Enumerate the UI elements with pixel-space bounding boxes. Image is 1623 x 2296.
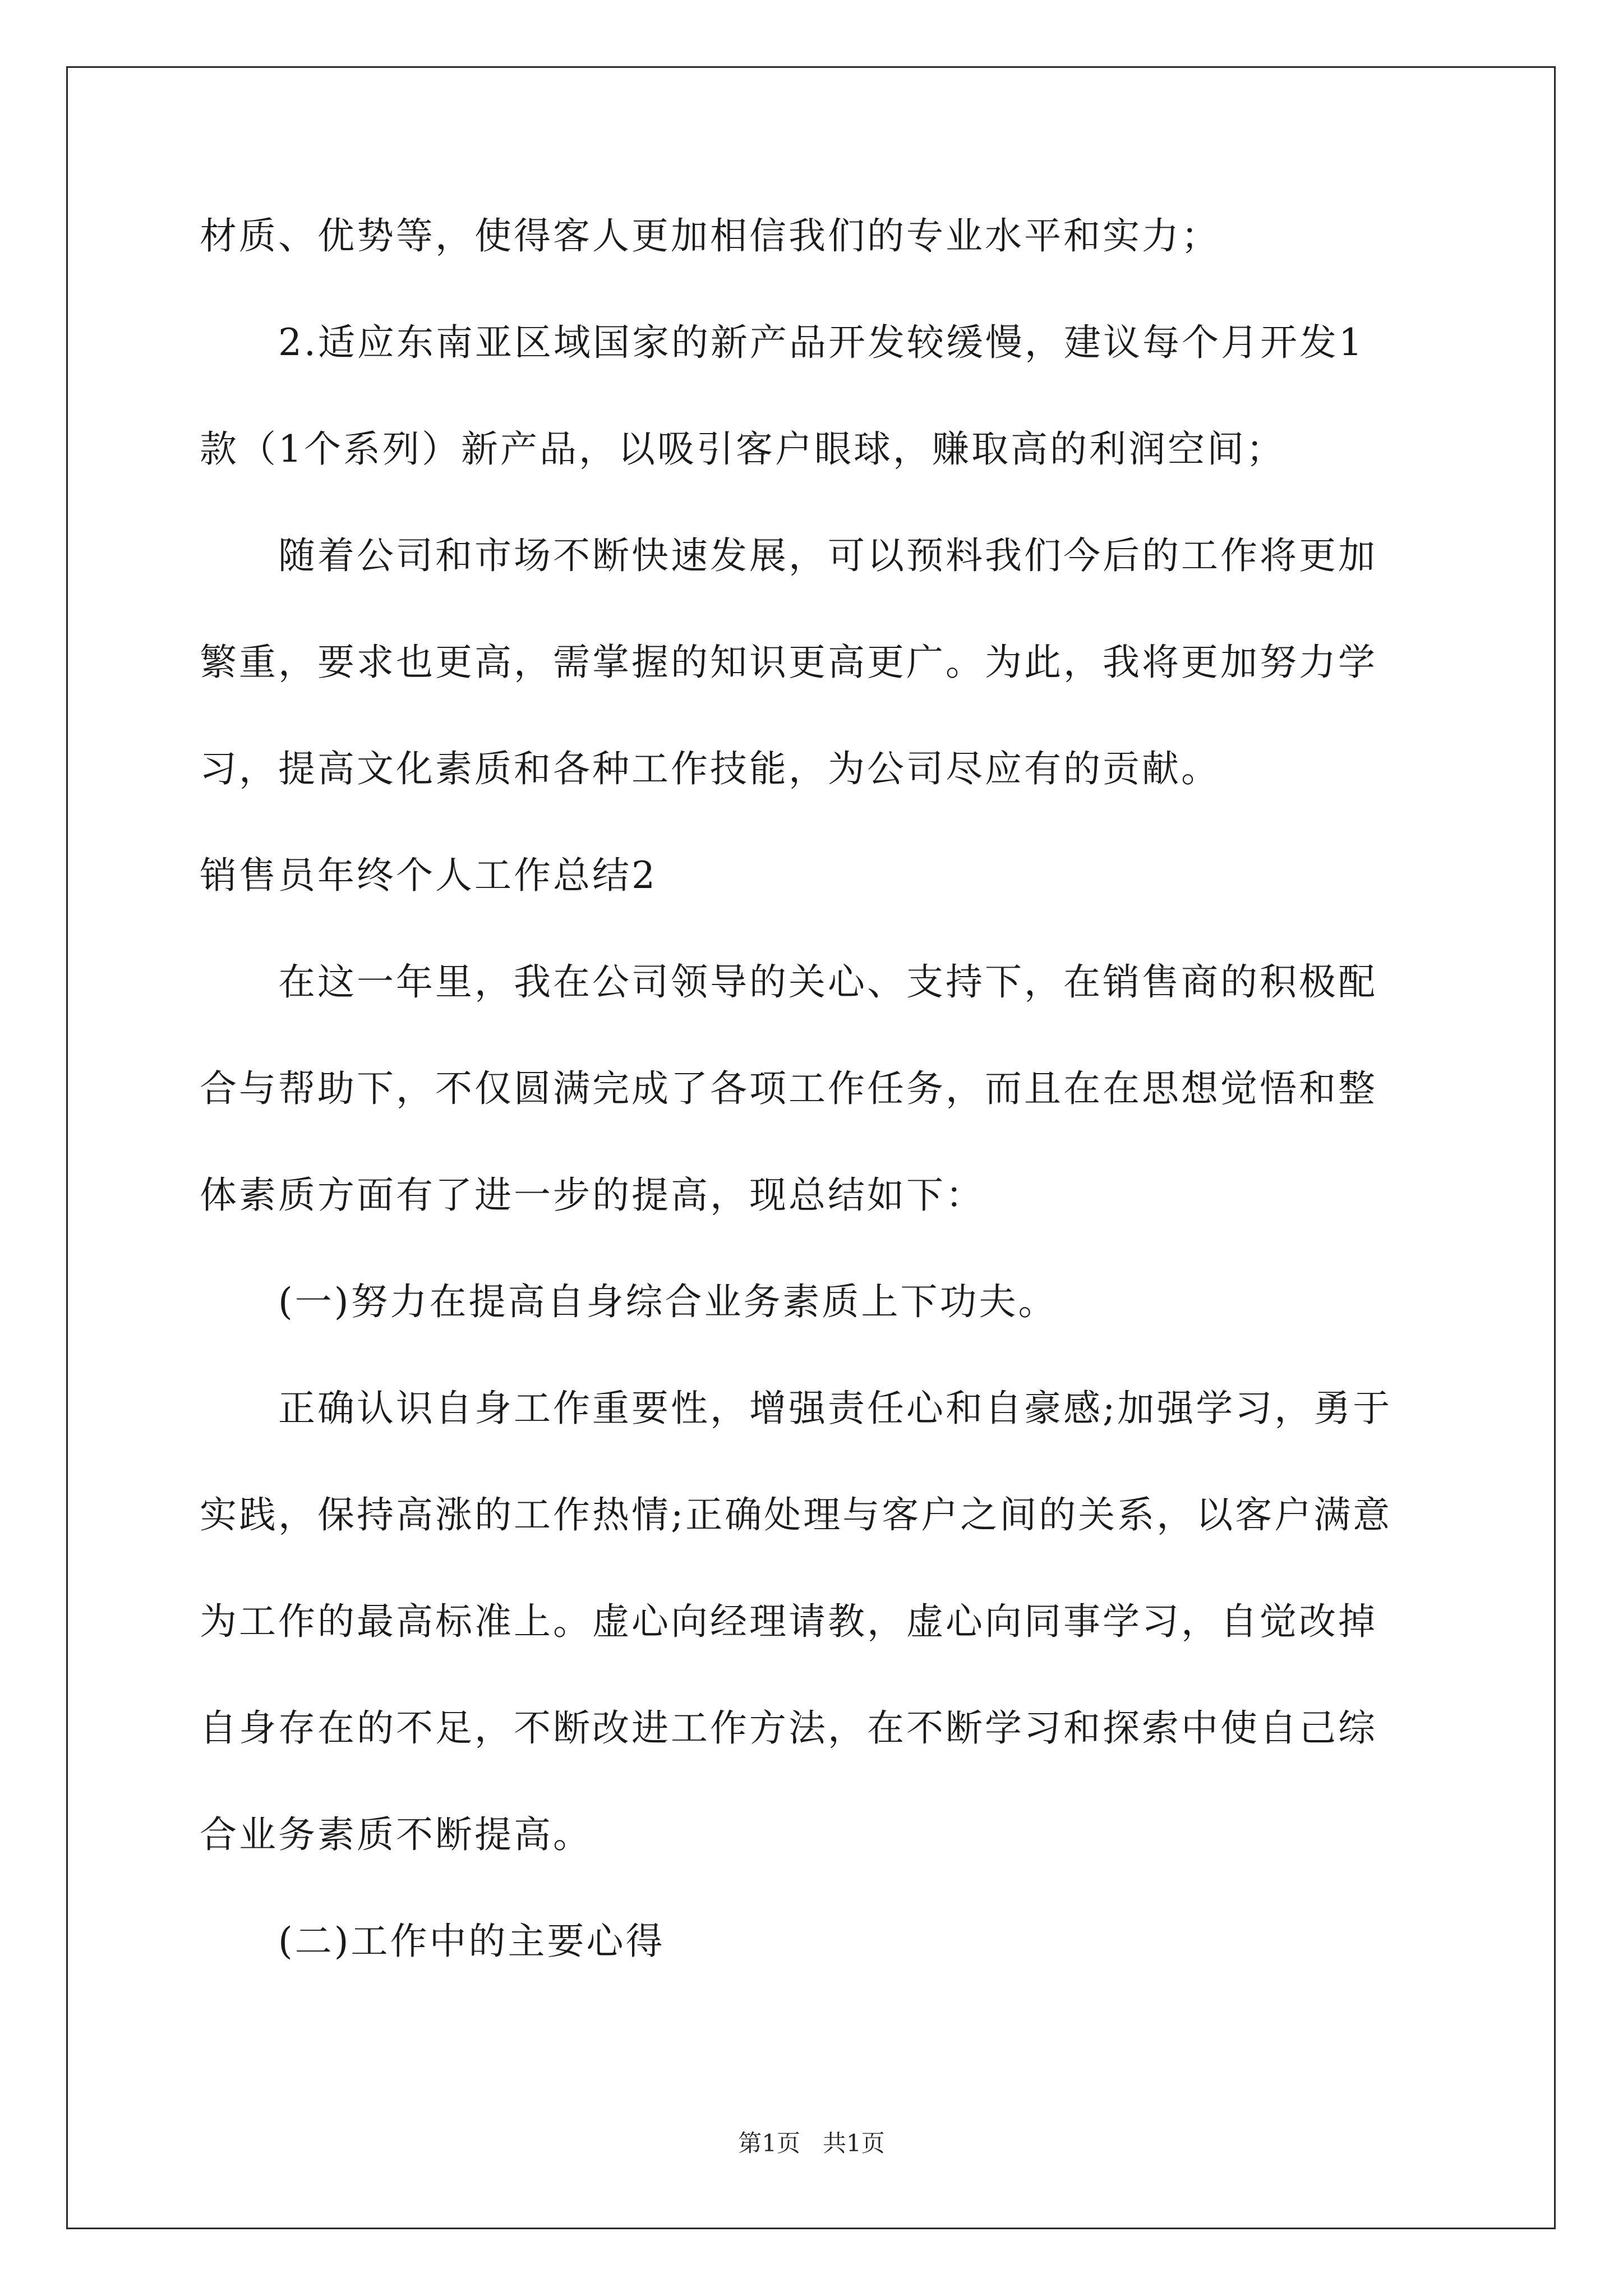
text-line: 实践，保持高涨的工作热情;正确处理与客户之间的关系，以客户满意	[200, 1493, 1393, 1536]
page-footer: 第1页 共1页	[738, 2129, 885, 2157]
text-line: 习，提高文化素质和各种工作技能，为公司尽应有的贡献。	[200, 747, 1220, 790]
text-line: 在这一年里，我在公司领导的关心、支持下，在销售商的积极配	[278, 960, 1377, 1004]
text-line: 随着公司和市场不断快速发展，可以预料我们今后的工作将更加	[278, 534, 1377, 577]
text-line: 合与帮助下，不仅圆满完成了各项工作任务，而且在在思想觉悟和整	[200, 1067, 1377, 1110]
text-line: 2.适应东南亚区域国家的新产品开发较缓慢，建议每个月开发1	[278, 321, 1364, 364]
page-border	[66, 66, 1556, 2229]
text-line: 自身存在的不足，不断改进工作方法，在不断学习和探索中使自己综	[200, 1706, 1377, 1750]
section-heading: 销售员年终个人工作总结2	[200, 854, 657, 897]
text-line: 体素质方面有了进一步的提高，现总结如下：	[200, 1174, 985, 1217]
text-line: 材质、优势等，使得客人更加相信我们的专业水平和实力；	[200, 214, 1220, 257]
text-line: 合业务素质不断提高。	[200, 1813, 592, 1856]
text-line: 为工作的最高标准上。虚心向经理请教，虚心向同事学习，自觉改掉	[200, 1600, 1377, 1643]
text-line: 款（1个系列）新产品，以吸引客户眼球，赚取高的利润空间；	[200, 427, 1285, 471]
text-line: 正确认识自身工作重要性，增强责任心和自豪感;加强学习，勇于	[278, 1387, 1393, 1430]
subheading: (二)工作中的主要心得	[278, 1920, 665, 1963]
text-line: 繁重，要求也更高，需掌握的知识更高更广。为此，我将更加努力学	[200, 641, 1377, 684]
subheading: (一)努力在提高自身综合业务素质上下功夫。	[278, 1280, 1058, 1323]
